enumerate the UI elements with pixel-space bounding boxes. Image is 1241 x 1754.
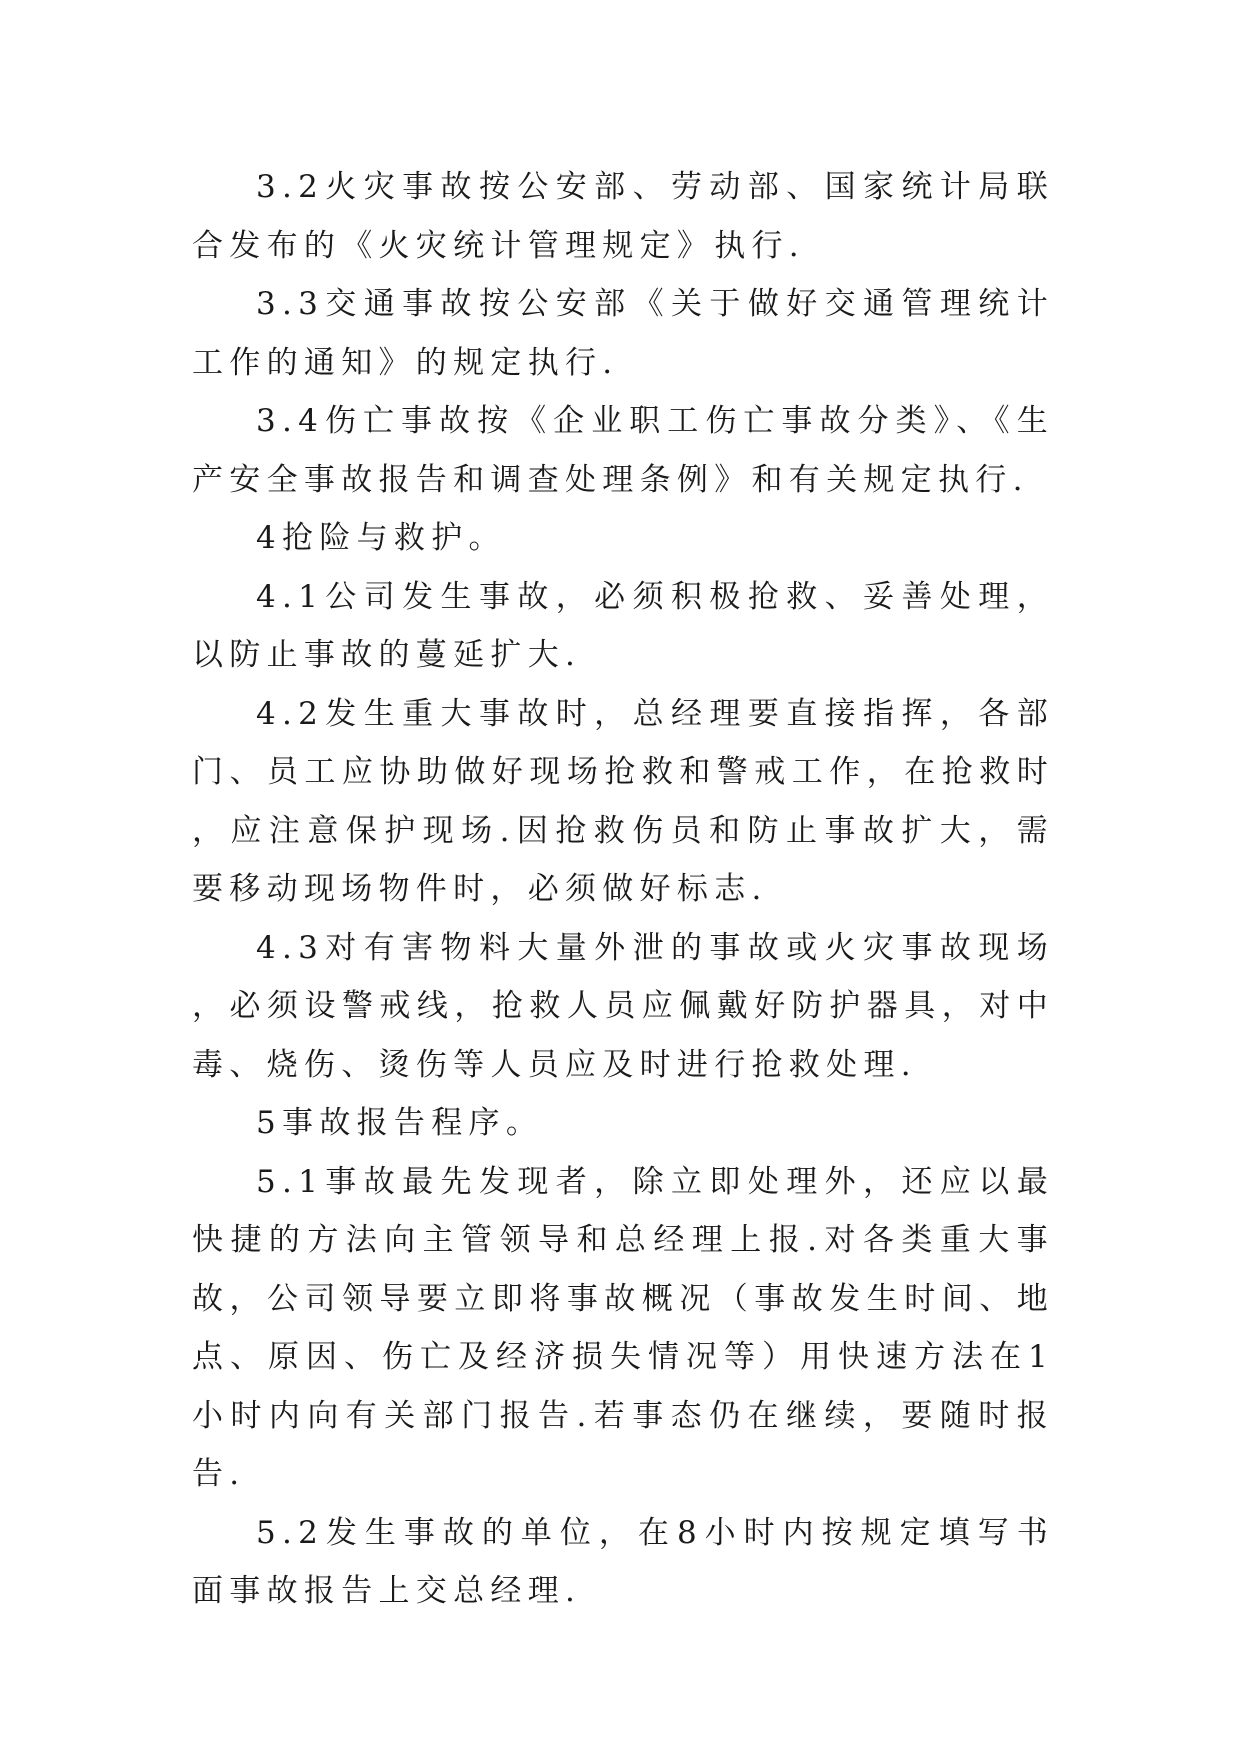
document-page xyxy=(192,158,1054,1621)
paragraph-4-1: 4.1公司发生事故，必须积极抢救、妥善处理，以防止事故的蔓延扩大. xyxy=(192,578,1054,673)
section-heading-5: 5事故报告程序。 xyxy=(256,1105,544,1141)
paragraph-3-4: 3.4伤亡事故按《企业职工伤亡事故分类》、《生产安全事故报告和调查处理条例》和有关规定执行. xyxy=(192,403,1054,498)
paragraph-3-3: 3.3交通事故按公安部《关于做好交通管理统计工作的通知》的规定执行. xyxy=(192,286,1054,381)
paragraph-5-2: 5.2发生事故的单位，在8小时内按规定填写书面事故报告上交总经理. xyxy=(192,1514,1054,1609)
paragraph-4-3: 4.3对有害物料大量外泄的事故或火灾事故现场，必须设警戒线，抢救人员应佩戴好防护器具，对中毒、烧伤、烫伤等人员应及时进行抢救处理. xyxy=(192,929,1054,1083)
section-heading-4: 4抢险与救护。 xyxy=(256,520,506,556)
paragraph-4-2: 4.2发生重大事故时，总经理要直接指挥，各部门、员工应协助做好现场抢救和警戒工作，在抢救时，应注意保护现场.因抢救伤员和防止事故扩大，需要移动现场物件时，必须做好标志. xyxy=(192,695,1054,907)
paragraph-3-2: 3.2火灾事故按公安部、劳动部、国家统计局联合发布的《火灾统计管理规定》执行. xyxy=(192,169,1054,264)
paragraph-5-1: 5.1事故最先发现者，除立即处理外，还应以最快捷的方法向主管领导和总经理上报.对各类重大事故，公司领导要立即将事故概况（事故发生时间、地点、原因、伤亡及经济损失情况等）用快速方法在1小时内向有关部门报告.若事态仍在继续，要随时报告. xyxy=(192,1163,1054,1492)
